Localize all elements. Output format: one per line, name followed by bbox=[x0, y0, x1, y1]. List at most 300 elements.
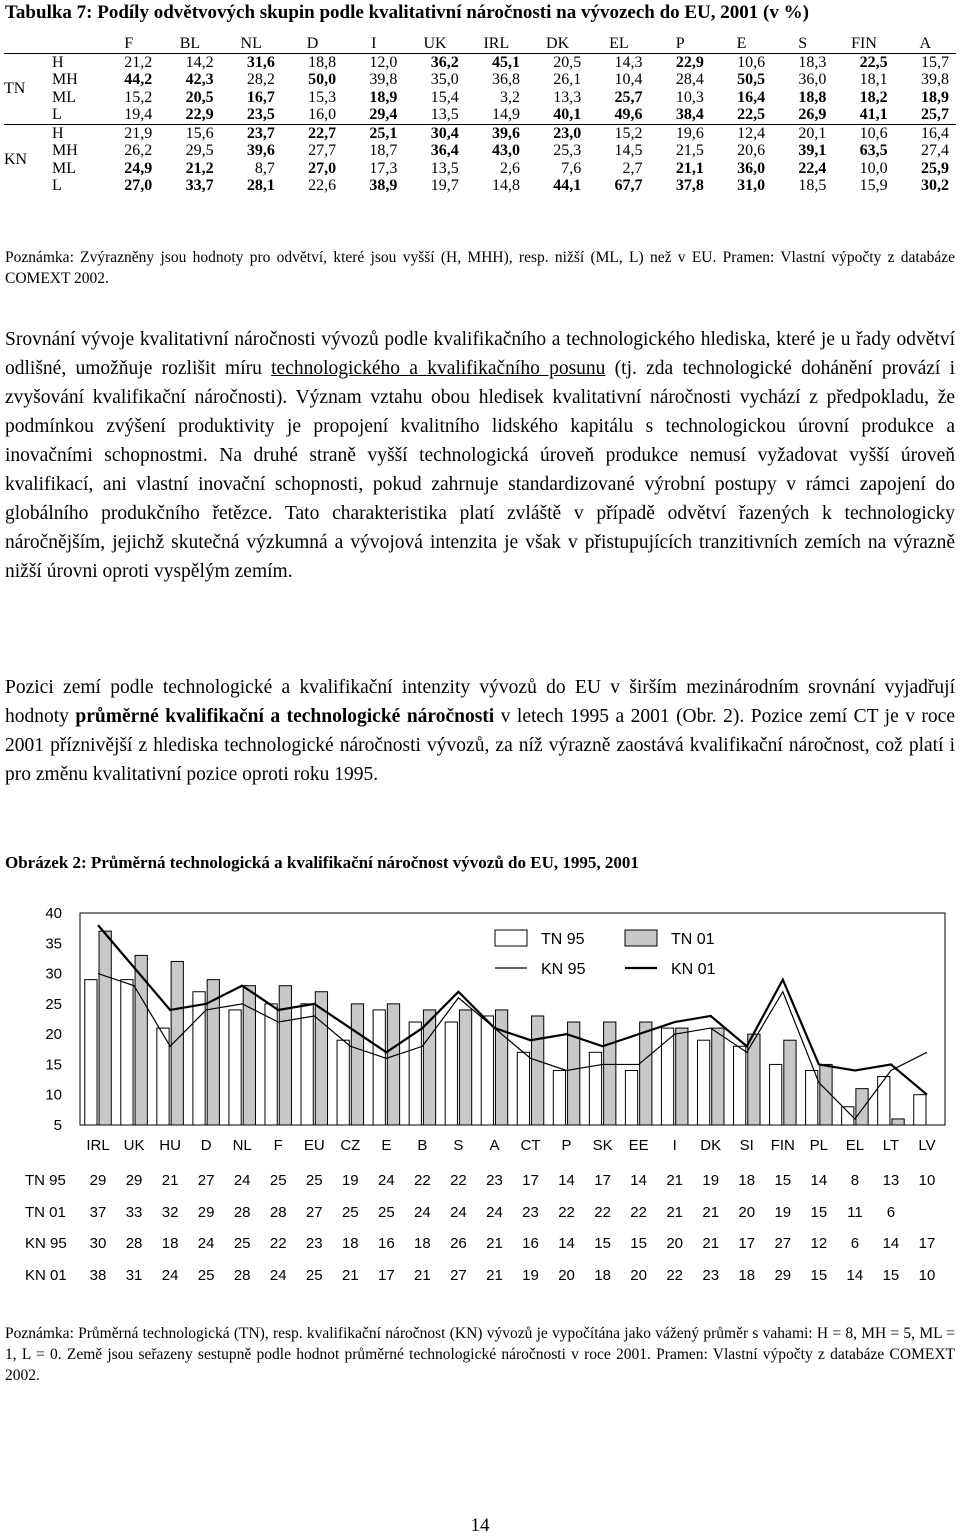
table7-cell: 31,6 bbox=[246, 53, 275, 71]
x-category-label: FIN bbox=[770, 1137, 795, 1154]
data-table-value: 28 bbox=[233, 1267, 251, 1284]
table7-row-label: MH bbox=[52, 71, 78, 88]
table7-cell: 18,2 bbox=[859, 88, 888, 106]
x-category-label: NL bbox=[232, 1137, 252, 1154]
bar-tn01 bbox=[712, 1028, 724, 1125]
data-table-value: 29 bbox=[125, 1172, 143, 1189]
table7-col-header: D bbox=[282, 35, 343, 53]
data-table-value: 24 bbox=[486, 1204, 503, 1221]
table7-row bbox=[4, 89, 956, 107]
data-table-value: 22 bbox=[666, 1267, 684, 1284]
table7-cell: 12,4 bbox=[711, 124, 772, 142]
x-category-label: EL bbox=[845, 1137, 865, 1154]
table7-cell: 22,5 bbox=[859, 53, 888, 71]
bar-tn95 bbox=[625, 1070, 637, 1125]
table7-row-label: ML bbox=[52, 159, 76, 177]
table7-cell: 20,6 bbox=[737, 142, 766, 159]
x-category-label: IRL bbox=[86, 1137, 110, 1154]
table7-cell: 25,7 bbox=[921, 106, 949, 123]
page-number: 14 bbox=[470, 1515, 490, 1536]
table7-cell: 7,6 bbox=[561, 159, 582, 177]
table7-cell: 26,1 bbox=[553, 71, 582, 88]
x-category-label: E bbox=[381, 1137, 392, 1154]
paragraph-2-bold: průměrné kvalifikační a technologické náročnosti bbox=[75, 706, 495, 727]
data-table-value: 18 bbox=[738, 1267, 756, 1284]
table7-cell: 39,8 bbox=[921, 71, 949, 88]
table7-col-header: A bbox=[895, 35, 956, 53]
table7-col-header: IRL bbox=[466, 35, 527, 53]
y-tick-label: 25 bbox=[45, 995, 62, 1013]
table7-cell: 44,2 bbox=[124, 71, 153, 88]
legend-label-tn95: TN 95 bbox=[541, 931, 585, 948]
data-table-value: 10 bbox=[918, 1267, 936, 1284]
data-table-value: 22 bbox=[414, 1172, 431, 1189]
table7-cell: 22,9 bbox=[185, 106, 214, 123]
data-table-value: 23 bbox=[305, 1235, 323, 1252]
table7-cell: 22,9 bbox=[675, 53, 704, 71]
data-table-value: 24 bbox=[378, 1172, 395, 1189]
table7-row-label: L bbox=[52, 177, 62, 194]
table7-cell: 19,7 bbox=[430, 177, 459, 194]
table7-col-header: S bbox=[772, 35, 833, 53]
legend-swatch-tn95 bbox=[495, 930, 527, 946]
y-tick-label: 30 bbox=[45, 965, 62, 983]
table7-cell: 28,4 bbox=[675, 71, 704, 88]
paragraph-2 bbox=[5, 673, 955, 789]
data-table-value: 27 bbox=[774, 1235, 792, 1252]
legend-label-kn01: KN 01 bbox=[671, 961, 716, 978]
data-table-value: 25 bbox=[305, 1172, 323, 1189]
table7-cell: 41,1 bbox=[859, 106, 888, 123]
table7-row bbox=[4, 160, 956, 178]
table7-note: Poznámka: Zvýrazněny jsou hodnoty pro odvětví, které jsou vyšší (H, MHH), resp. nižší (ML, L) než v EU. Pramen: Vlastní výpočty z databáze COMEXT 2002. bbox=[5, 249, 955, 287]
table7-cell: 20,5 bbox=[553, 53, 582, 71]
table7-cell: 15,9 bbox=[859, 177, 888, 194]
data-table-value: 24 bbox=[197, 1235, 215, 1252]
table7-cell: 15,2 bbox=[588, 124, 649, 142]
table7-cell: 27,0 bbox=[308, 159, 337, 177]
table7-cell: 40,1 bbox=[553, 106, 582, 123]
bar-tn95 bbox=[85, 980, 97, 1125]
data-table-value: 24 bbox=[414, 1204, 431, 1221]
x-category-label: SK bbox=[592, 1137, 613, 1154]
legend-swatch-tn01 bbox=[625, 930, 657, 946]
bar-tn95 bbox=[193, 992, 205, 1125]
y-tick-label: 40 bbox=[45, 905, 62, 922]
table7-cell: 18,9 bbox=[369, 88, 398, 106]
bar-tn95 bbox=[806, 1070, 818, 1125]
data-table-value: 17 bbox=[522, 1172, 539, 1189]
y-tick-label: 10 bbox=[45, 1086, 62, 1104]
table7-cell: 50,5 bbox=[737, 71, 766, 88]
data-table-value: 16 bbox=[522, 1235, 539, 1252]
bar-tn01 bbox=[784, 1040, 796, 1125]
data-table-value: 38 bbox=[89, 1267, 107, 1284]
bar-tn01 bbox=[532, 1016, 544, 1125]
table7-cell: 25,3 bbox=[553, 142, 582, 159]
table7-cell: 22,7 bbox=[282, 124, 343, 142]
data-table-value: 21 bbox=[486, 1267, 503, 1284]
data-table-value: 19 bbox=[522, 1267, 539, 1284]
data-table-value: 21 bbox=[666, 1204, 684, 1221]
data-table-value: 18 bbox=[594, 1267, 611, 1284]
table7-cell: 28,1 bbox=[246, 177, 275, 194]
bar-tn95 bbox=[553, 1070, 565, 1125]
table7-cell: 13,5 bbox=[430, 106, 459, 123]
data-table-value: 22 bbox=[594, 1204, 611, 1221]
table7-row bbox=[4, 124, 956, 142]
data-table-value: 24 bbox=[161, 1267, 179, 1284]
x-category-label: PL bbox=[809, 1137, 829, 1154]
table7-cell: 26,9 bbox=[798, 106, 827, 123]
table7-cell: 63,5 bbox=[859, 142, 888, 159]
data-table-value: 24 bbox=[269, 1267, 287, 1284]
table7-row bbox=[4, 106, 956, 124]
table7-cell: 35,0 bbox=[430, 71, 459, 88]
table7-cell: 19,6 bbox=[650, 124, 711, 142]
table7-col-header: EL bbox=[588, 35, 649, 53]
data-table-value: 25 bbox=[269, 1172, 287, 1189]
paragraph-2-text-b: v letech 1995 a 2001 (Obr. 2). Pozice zemí CT je v roce 2001 příznivější z hlediska technologické náročnosti vývozů, za níž výrazně zaostává kvalifikační náročnost, což platí i pro změnu kvalitativní pozice oproti roku 1995. bbox=[5, 706, 955, 785]
table7-row-label: ML bbox=[52, 88, 76, 106]
table7-cell: 18,5 bbox=[798, 177, 827, 194]
table7-row bbox=[4, 177, 956, 195]
table7-cell: 38,9 bbox=[369, 177, 398, 194]
table7-title: Tabulka 7: Podíly odvětvových skupin podle kvalitativní náročnosti na vývozech do EU, 2001 (v %) bbox=[5, 2, 809, 23]
table7-col-header: DK bbox=[527, 35, 588, 53]
table7-col-header: I bbox=[343, 35, 404, 53]
data-table-value: 18 bbox=[738, 1172, 756, 1189]
data-table-value: 14 bbox=[882, 1235, 900, 1252]
bar-tn01 bbox=[387, 1004, 399, 1125]
data-table-value: 14 bbox=[558, 1172, 575, 1189]
table7-cell: 42,3 bbox=[185, 71, 214, 88]
paragraph-1-underlined: technologického a kvalifikačního posunu bbox=[271, 358, 606, 379]
table7-cell: 21,9 bbox=[98, 124, 159, 142]
data-table-value: 17 bbox=[918, 1235, 936, 1252]
data-table-value: 29 bbox=[89, 1172, 107, 1189]
paragraph-1-text-a: Srovnání vývoje kvalitativní náročnosti vývozů podle kvalifikačního a technologického hlediska, které je u řady odvětví odlišné, umožňuje rozlišit míru bbox=[5, 329, 955, 379]
data-table-value: 20 bbox=[738, 1204, 756, 1221]
bar-tn95 bbox=[517, 1052, 529, 1125]
table7-cell: 36,0 bbox=[737, 159, 766, 177]
table7-cell: 20,1 bbox=[772, 124, 833, 142]
data-table-value: 21 bbox=[161, 1172, 179, 1189]
x-category-label: B bbox=[417, 1137, 428, 1154]
paragraph-2-text-a: Pozici zemí podle technologické a kvalifikační intenzity vývozů do EU v širším mezinárodním srovnání vyjadřují hodnoty bbox=[5, 677, 955, 727]
bar-tn01 bbox=[243, 986, 255, 1125]
bar-tn01 bbox=[604, 1022, 616, 1125]
x-category-label: SI bbox=[739, 1137, 754, 1154]
x-category-label: EU bbox=[303, 1137, 325, 1154]
y-tick-label: 35 bbox=[45, 935, 62, 953]
bar-tn01 bbox=[892, 1119, 904, 1125]
x-category-label: D bbox=[200, 1137, 212, 1154]
y-tick-label: 20 bbox=[45, 1026, 62, 1044]
data-table-value: 28 bbox=[269, 1204, 287, 1221]
data-table-value: 10 bbox=[918, 1172, 936, 1189]
table7-cell: 38,4 bbox=[675, 106, 704, 123]
table7-cell: 16,4 bbox=[737, 88, 766, 106]
data-table-value: 28 bbox=[233, 1204, 251, 1221]
table7-cell: 13,3 bbox=[553, 88, 582, 106]
data-table-value: 22 bbox=[630, 1204, 647, 1221]
table7-cell: 27,0 bbox=[124, 177, 153, 194]
data-table-value: 25 bbox=[341, 1204, 359, 1221]
data-table-value: 19 bbox=[341, 1172, 359, 1189]
data-table-value: 26 bbox=[450, 1235, 467, 1252]
table7-cell: 2,6 bbox=[499, 159, 520, 177]
data-table-value: 13 bbox=[882, 1172, 900, 1189]
data-table-value: 37 bbox=[89, 1204, 107, 1221]
table7-row bbox=[4, 71, 956, 89]
table7-cell: 36,0 bbox=[798, 71, 827, 88]
data-table-value: 27 bbox=[305, 1204, 323, 1221]
line-kn01 bbox=[98, 925, 927, 1095]
data-table-value: 29 bbox=[197, 1204, 215, 1221]
table7-row-label: MH bbox=[52, 142, 78, 159]
table7-cell: 10,4 bbox=[614, 71, 643, 88]
table7-cell: 25,7 bbox=[614, 88, 643, 106]
table7-cell: 43,0 bbox=[491, 142, 520, 159]
table7-cell: 24,9 bbox=[124, 159, 153, 177]
table7-row-label: L bbox=[52, 106, 62, 123]
data-table-value: 18 bbox=[341, 1235, 359, 1252]
data-table-value: 28 bbox=[125, 1235, 143, 1252]
data-table-series-label: TN 95 bbox=[25, 1172, 66, 1189]
data-table-value: 22 bbox=[269, 1235, 287, 1252]
bar-tn01 bbox=[99, 931, 111, 1125]
table7-cell: 39,6 bbox=[246, 142, 275, 159]
bar-tn95 bbox=[373, 1010, 385, 1125]
table7-cell: 49,6 bbox=[614, 106, 643, 123]
table7-cell: 10,6 bbox=[737, 53, 766, 71]
table7-row bbox=[4, 53, 956, 71]
table7-cell: 30,4 bbox=[404, 124, 465, 142]
data-table-value: 24 bbox=[233, 1172, 251, 1189]
table7-cell: 19,4 bbox=[124, 106, 153, 123]
table7-row-label: H bbox=[50, 124, 98, 142]
bar-tn95 bbox=[589, 1052, 601, 1125]
legend-label-tn01: TN 01 bbox=[671, 931, 715, 948]
data-table-value: 15 bbox=[882, 1267, 900, 1284]
data-table-value: 21 bbox=[486, 1235, 503, 1252]
bar-tn95 bbox=[265, 1004, 277, 1125]
data-table-value: 19 bbox=[702, 1172, 720, 1189]
table7-col-header: UK bbox=[404, 35, 465, 53]
paragraph-1-text-b: (tj. zda technologické dohánění provází i zvyšování kvalifikační náročnosti). Význam vztahu obou hledisek kvalitativní náročnosti vychází z předpokladu, že podmínkou zvýšení produktivity je propojení kvalitního lidského kapitálu s technologickou úrovní produkce a inovačními schopnostmi. Na druhé straně vyšší technologická úroveň produkce nemusí vyžadovat vyšší úroveň kvalifikací, ani vlastní inovační schopnosti, pokud zahrnuje standardizované výrobní postupy v rámci zapojení do globálního produkčního řetězce. Tato charakteristika platí zvláště v případě odvětví řazených k technologicky náročnějším, jejichž skutečná výzkumná a vývojová intenzita je však v přistupujících tranzitivních zemích na výrazně nižší úrovni oproti vyspělým zemím. bbox=[5, 358, 955, 582]
data-table-value: 14 bbox=[630, 1172, 647, 1189]
table7-cell: 26,2 bbox=[124, 142, 153, 159]
data-table-value: 25 bbox=[378, 1204, 395, 1221]
table7-cell: 31,0 bbox=[737, 177, 766, 194]
data-table-value: 14 bbox=[810, 1172, 828, 1189]
table7-cell: 16,4 bbox=[895, 124, 956, 142]
table7-cell: 10,0 bbox=[859, 159, 888, 177]
table7-cell: 18,9 bbox=[921, 88, 949, 106]
table7-cell: 18,3 bbox=[798, 53, 827, 71]
x-category-label: CZ bbox=[340, 1137, 361, 1154]
bar-tn95 bbox=[229, 1010, 241, 1125]
table7-cell: 23,0 bbox=[527, 124, 588, 142]
table7-cell: 29,5 bbox=[185, 142, 214, 159]
data-table-value: 30 bbox=[89, 1235, 107, 1252]
x-category-label: I bbox=[672, 1137, 677, 1154]
table7-cell: 21,1 bbox=[675, 159, 704, 177]
bar-tn01 bbox=[351, 1004, 363, 1125]
table7-cell: 36,8 bbox=[491, 71, 520, 88]
data-table-value: 19 bbox=[774, 1204, 792, 1221]
x-category-label: UK bbox=[123, 1137, 145, 1154]
bar-tn95 bbox=[697, 1040, 709, 1125]
table7-cell: 15,3 bbox=[308, 88, 337, 106]
data-table-value: 18 bbox=[414, 1235, 431, 1252]
table7-cell: 27,4 bbox=[921, 142, 949, 159]
data-table-value: 25 bbox=[197, 1267, 215, 1284]
data-table-value: 17 bbox=[378, 1267, 395, 1284]
bar-tn95 bbox=[878, 1077, 890, 1125]
table7-cell: 15,2 bbox=[124, 88, 153, 106]
table7-cell: 16,7 bbox=[246, 88, 275, 106]
data-table-value: 12 bbox=[810, 1235, 828, 1252]
data-table-series-label: KN 01 bbox=[25, 1267, 67, 1284]
table7-cell: 18,8 bbox=[798, 88, 827, 106]
bar-tn01 bbox=[495, 1010, 507, 1125]
data-table-value: 20 bbox=[558, 1267, 575, 1284]
data-table-value: 14 bbox=[846, 1267, 864, 1284]
bar-tn95 bbox=[445, 1022, 457, 1125]
table7-cell: 33,7 bbox=[185, 177, 214, 194]
data-table-value: 23 bbox=[702, 1267, 720, 1284]
table7-cell: 22,5 bbox=[737, 106, 766, 123]
table7-cell: 22,4 bbox=[798, 159, 827, 177]
table7-cell: 50,0 bbox=[308, 71, 337, 88]
table7-cell: 12,0 bbox=[369, 53, 398, 71]
table7-cell: 14,5 bbox=[614, 142, 643, 159]
table7-cell: 18,8 bbox=[308, 53, 337, 71]
bar-tn95 bbox=[409, 1022, 421, 1125]
data-table-value: 21 bbox=[341, 1267, 359, 1284]
x-category-label: A bbox=[489, 1137, 500, 1154]
table7-cell: 39,6 bbox=[466, 124, 527, 142]
table7-cell: 21,2 bbox=[185, 159, 214, 177]
y-tick-label: 15 bbox=[45, 1056, 62, 1074]
data-table-value: 21 bbox=[666, 1172, 684, 1189]
data-table-value: 23 bbox=[486, 1172, 503, 1189]
table7-cell: 14,8 bbox=[491, 177, 520, 194]
y-tick-label: 5 bbox=[53, 1117, 62, 1134]
table7-cell: 15,4 bbox=[430, 88, 459, 106]
data-table-value: 29 bbox=[774, 1267, 792, 1284]
data-table-value: 14 bbox=[558, 1235, 575, 1252]
table7-cell: 39,8 bbox=[369, 71, 398, 88]
bar-tn01 bbox=[856, 1089, 868, 1125]
table7-header-empty bbox=[50, 35, 98, 53]
x-category-label: HU bbox=[159, 1137, 181, 1154]
data-table-value: 21 bbox=[702, 1235, 720, 1252]
table7-cell: 20,5 bbox=[185, 88, 214, 106]
bar-tn01 bbox=[676, 1028, 688, 1125]
data-table-value: 17 bbox=[594, 1172, 611, 1189]
data-table-value: 20 bbox=[630, 1267, 647, 1284]
data-table-value: 32 bbox=[161, 1204, 179, 1221]
bar-tn95 bbox=[770, 1064, 782, 1125]
figure2-chart bbox=[0, 898, 960, 1298]
table7-cell: 14,9 bbox=[491, 106, 520, 123]
data-table-value: 23 bbox=[522, 1204, 539, 1221]
table7-cell: 13,5 bbox=[430, 159, 459, 177]
table7-cell: 36,2 bbox=[430, 53, 459, 71]
data-table-value: 20 bbox=[666, 1235, 684, 1252]
table7-row bbox=[4, 142, 956, 160]
table7-cell: 10,3 bbox=[675, 88, 704, 106]
data-table-value: 22 bbox=[558, 1204, 575, 1221]
table7 bbox=[4, 35, 956, 195]
table7-cell: 23,5 bbox=[246, 106, 275, 123]
table7-col-header: P bbox=[650, 35, 711, 53]
table7-header-empty bbox=[4, 35, 50, 53]
table7-cell: 17,3 bbox=[369, 159, 398, 177]
bar-tn95 bbox=[661, 1028, 673, 1125]
figure2-title: Obrázek 2: Průměrná technologická a kvalifikační náročnost vývozů do EU, 1995, 2001 bbox=[5, 853, 639, 872]
table7-group-label: KN bbox=[4, 124, 50, 195]
bar-tn95 bbox=[337, 1040, 349, 1125]
bar-tn01 bbox=[459, 1010, 471, 1125]
data-table-value: 6 bbox=[886, 1204, 896, 1221]
table7-cell: 15,6 bbox=[159, 124, 220, 142]
table7-col-header: BL bbox=[159, 35, 220, 53]
data-table-series-label: TN 01 bbox=[25, 1204, 66, 1221]
table7-cell: 30,2 bbox=[921, 177, 949, 194]
paragraph-1 bbox=[5, 325, 955, 586]
data-table-value: 8 bbox=[850, 1172, 860, 1189]
table7-cell: 18,1 bbox=[859, 71, 888, 88]
data-table-value: 22 bbox=[450, 1172, 467, 1189]
data-table-value: 27 bbox=[197, 1172, 215, 1189]
data-table-value: 31 bbox=[125, 1267, 143, 1284]
bar-tn01 bbox=[279, 986, 291, 1125]
table7-cell: 67,7 bbox=[614, 177, 643, 194]
data-table-value: 21 bbox=[414, 1267, 431, 1284]
table7-col-header: NL bbox=[221, 35, 282, 53]
table7-cell: 25,1 bbox=[343, 124, 404, 142]
bar-tn95 bbox=[914, 1095, 926, 1125]
x-category-label: S bbox=[453, 1137, 464, 1154]
table7-cell: 21,5 bbox=[675, 142, 704, 159]
figure2-note: Poznámka: Průměrná technologická (TN), resp. kvalifikační náročnost (KN) vývozů je vypočítána jako vážený průměr s vahami: H = 8, MH = 5, ML = 1, L = 0. Země jsou seřazeny sestupně podle hodnot průměrné technologické náročnosti v roce 2001. Pramen: Vlastní výpočty z databáze COMEXT 2002. bbox=[5, 1325, 955, 1384]
table7-group-label: TN bbox=[4, 79, 26, 97]
table7-cell: 28,2 bbox=[246, 71, 275, 88]
data-table-value: 15 bbox=[810, 1204, 828, 1221]
data-table-value: 16 bbox=[378, 1235, 395, 1252]
table7-cell: 45,1 bbox=[491, 53, 520, 71]
table7-cell: 44,1 bbox=[553, 177, 582, 194]
table7-cell: 14,3 bbox=[614, 53, 643, 71]
data-table-value: 27 bbox=[450, 1267, 467, 1284]
table7-cell: 21,2 bbox=[124, 53, 153, 71]
table7-cell: 2,7 bbox=[622, 159, 643, 177]
table7-col-header: FIN bbox=[833, 35, 894, 53]
x-category-label: CT bbox=[520, 1137, 541, 1154]
table7-cell: 29,4 bbox=[369, 106, 398, 123]
table7-col-header: E bbox=[711, 35, 772, 53]
table7-cell: 39,1 bbox=[798, 142, 827, 159]
x-category-label: P bbox=[561, 1137, 572, 1154]
x-category-label: LT bbox=[882, 1137, 900, 1154]
bar-tn95 bbox=[301, 1004, 313, 1125]
bar-tn95 bbox=[734, 1046, 746, 1125]
table7-row-label: H bbox=[52, 53, 64, 71]
